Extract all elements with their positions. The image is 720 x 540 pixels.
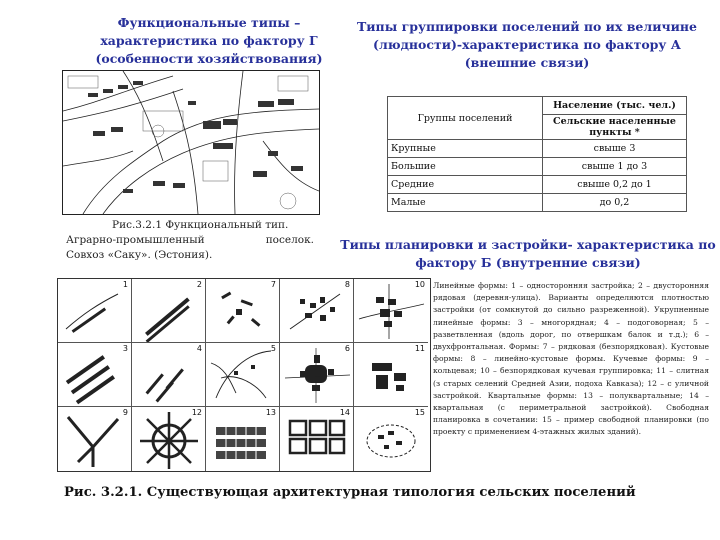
table-row [388, 158, 687, 176]
scheme-drawing [206, 407, 280, 471]
scheme-cell [280, 279, 354, 343]
map-caption-line-3: Совхоз «Саку». (Эстония). [66, 249, 213, 261]
scheme-cell [132, 407, 206, 471]
scheme-cell [58, 343, 132, 407]
scheme-cell [58, 407, 132, 471]
scheme-drawing [280, 343, 354, 407]
planning-schemes-grid [57, 278, 431, 472]
scheme-drawing [58, 343, 132, 407]
map-caption-line-2b: поселок. [265, 234, 314, 246]
row-value: свыше 0,2 до 1 [543, 176, 687, 194]
col-subheader-rural: Сельские населенные пункты * [543, 115, 687, 140]
settlement-plan-drawing [63, 71, 319, 214]
scheme-number: 1 [122, 280, 128, 289]
table-row [388, 194, 687, 212]
scheme-cell [354, 343, 428, 407]
scheme-drawing [280, 279, 354, 343]
scheme-drawing [206, 343, 280, 407]
scheme-drawing [132, 279, 206, 343]
heading-functional-types: Функциональные типы – характеристика по фактору Г (особенности хозяйствования) [95, 15, 323, 66]
table-row [388, 176, 687, 194]
scheme-cell [58, 279, 132, 343]
figure-caption: Рис. 3.2.1. Существующая архитектурная типология сельских поселений [64, 485, 636, 500]
scheme-cell [132, 343, 206, 407]
table-header-row [388, 97, 687, 115]
row-name: Крупные [388, 140, 543, 158]
scheme-number: 15 [414, 408, 425, 417]
scheme-number: 11 [414, 344, 425, 353]
map-caption-line-2a: Аграрно-промышленный [66, 234, 205, 246]
scheme-drawing [354, 407, 428, 471]
scheme-number: 8 [344, 280, 350, 289]
scheme-number: 3 [122, 344, 128, 353]
col-header-population: Население (тыс. чел.) [543, 97, 687, 115]
scheme-number: 7 [270, 280, 276, 289]
scheme-cell [280, 343, 354, 407]
scheme-drawing [132, 407, 206, 471]
scheme-number: 4 [196, 344, 202, 353]
heading-planning-types: Типы планировки и застройки- характеристика по фактору Б (внутренние связи) [340, 237, 716, 270]
row-value: свыше 1 до 3 [543, 158, 687, 176]
scheme-cell [354, 279, 428, 343]
scheme-cell [206, 343, 280, 407]
scheme-number: 5 [270, 344, 276, 353]
scheme-drawing [58, 407, 132, 471]
scheme-number: 6 [344, 344, 350, 353]
scheme-drawing [354, 343, 428, 407]
scheme-cell [206, 279, 280, 343]
scheme-number: 2 [196, 280, 202, 289]
map-caption-line-2 [66, 233, 314, 248]
row-name: Средние [388, 176, 543, 194]
scheme-drawing [280, 407, 354, 471]
table-row [388, 140, 687, 158]
map-caption [66, 218, 314, 263]
heading-grouping-types: Типы группировки поселений по их величине (людности)-характеристика по фактору А (внешние связи) [356, 19, 697, 70]
scheme-number: 12 [191, 408, 202, 417]
scheme-cell [206, 407, 280, 471]
scheme-number: 10 [414, 280, 425, 289]
scheme-number: 14 [339, 408, 350, 417]
scheme-cell [132, 279, 206, 343]
scheme-drawing [58, 279, 132, 343]
row-value: до 0,2 [543, 194, 687, 212]
row-value: свыше 3 [543, 140, 687, 158]
scheme-drawing [132, 343, 206, 407]
settlement-plan-image [62, 70, 320, 215]
settlement-groups-table [387, 96, 687, 212]
scheme-drawing [206, 279, 280, 343]
col-header-groups: Группы поселений [388, 97, 543, 140]
scheme-number: 13 [265, 408, 276, 417]
row-name: Большие [388, 158, 543, 176]
scheme-drawing [354, 279, 428, 343]
scheme-cell [280, 407, 354, 471]
map-caption-line-1: Рис.3.2.1 Функциональный тип. [112, 219, 289, 231]
row-name: Малые [388, 194, 543, 212]
scheme-cell [354, 407, 428, 471]
scheme-number: 9 [122, 408, 128, 417]
planning-types-legend: Линейные формы: 1 – односторонняя застройка; 2 – двусторонняя рядовая (деревня-улица). Варианты определяются плотностью застройки (от сомкнутой до сильно разреженной). Укрупненные линейные формы: 3 – многорядная; 4 – подоговорная; 5 – разветвленная (вдоль дорог, по отвершкам балок и т.д.); 6 – двухфронтальная. Формы: 7 – рядковая (безпорядковая). Кустовые формы: 8 – линейно-кустовые формы. Кучевые формы: 9 – кольцевая; 10 – безпорядковая кучевая группировка; 11 – слитная (з старых селений Средней Азии, подоха Кавказа); 12 – с уличной застройкой. Квартальные формы: 13 – полуквартальные; 14 – квартальная (с периметральной застройкой). Свободная планировка в сочетании: 15 – пример свободной планировки (по проекту с применением 4-этажных жилых зданий). [433, 281, 709, 437]
